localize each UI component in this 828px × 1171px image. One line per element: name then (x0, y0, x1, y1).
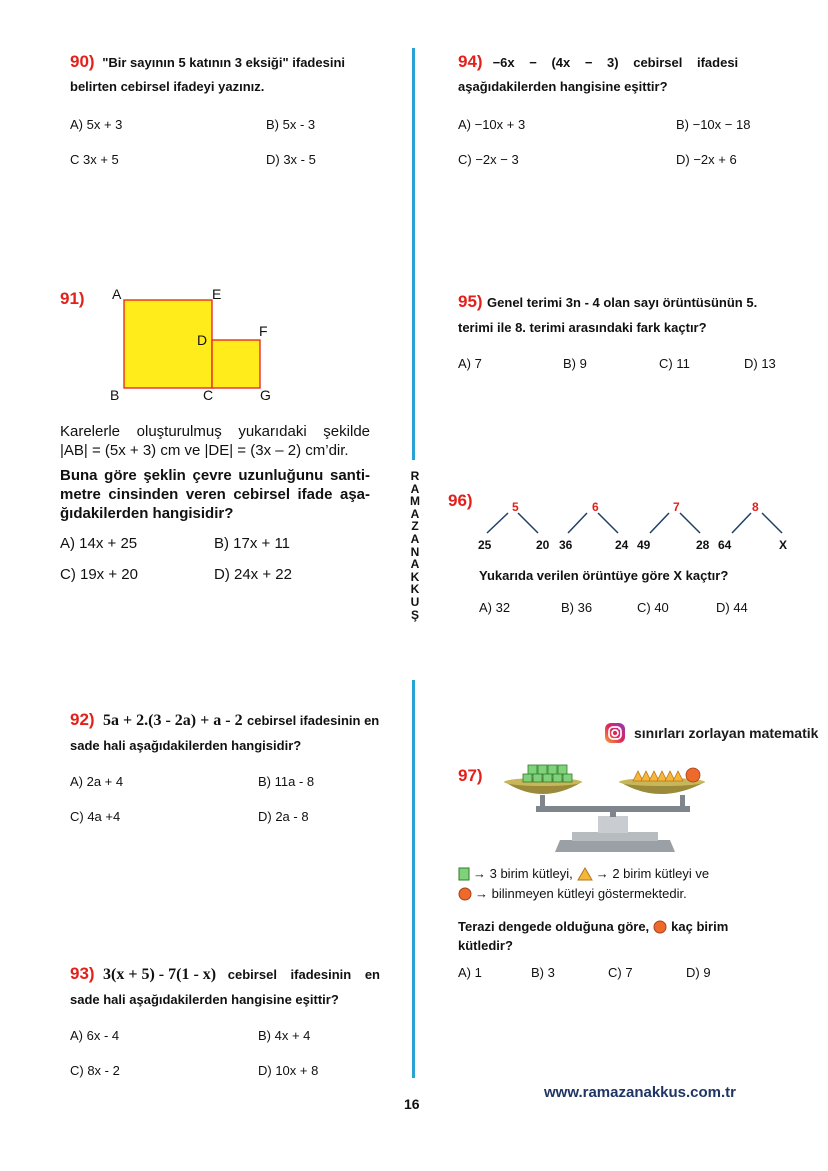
question-94 (458, 52, 764, 94)
option-d[interactable]: D) 13 (744, 356, 776, 371)
side-letter: U (410, 594, 420, 609)
pattern-left-4: 64 (718, 538, 732, 552)
pattern-right-1: 20 (536, 538, 550, 552)
option-b[interactable]: B) 17x + 11 (214, 535, 291, 552)
balance-scale (500, 760, 725, 860)
question-number: 92) (70, 710, 95, 729)
label-b: B (110, 387, 120, 403)
option-a[interactable]: A) 14x + 25 (60, 535, 138, 552)
cone-icon (577, 867, 593, 881)
pattern-top-3: 7 (673, 500, 680, 514)
label-e: E (212, 286, 222, 302)
label-a: A (112, 286, 122, 302)
question-number: 94) (458, 52, 483, 71)
pattern-right-4: X (779, 538, 788, 552)
side-letter: K (410, 582, 420, 597)
question-93 (70, 964, 380, 1007)
cube-icon (458, 867, 470, 881)
side-letter: A (410, 481, 420, 496)
option-d[interactable]: D) −2x + 6 (676, 152, 737, 167)
legend-text: → 3 birim kütleyi, (473, 866, 573, 881)
option-c[interactable]: C) 11 (659, 356, 690, 371)
question-97-text: Terazi dengede olduğuna göre, kaç birim kütledir? (458, 919, 729, 953)
label-c: C (203, 387, 214, 403)
pattern-top-1: 5 (512, 500, 519, 514)
pattern-top-4: 8 (752, 500, 759, 514)
instagram-icon (604, 722, 626, 744)
option-a[interactable]: A) −10x + 3 (458, 117, 526, 132)
side-letter: Z (411, 519, 419, 534)
legend-text: → 2 birim kütleyi ve (595, 866, 710, 881)
ball-icon (458, 887, 472, 901)
option-c[interactable]: C) −2x − 3 (458, 152, 519, 167)
option-b[interactable]: B) 3 (531, 965, 555, 980)
question-number: 90) (70, 52, 95, 71)
question-90 (70, 52, 400, 94)
question-number: 93) (70, 964, 95, 983)
option-c[interactable]: C) 40 (637, 600, 669, 615)
question-text: −6x − (4x − 3) cebirsel ifadesi (492, 55, 739, 70)
column-divider-top (412, 48, 415, 460)
question-92 (70, 710, 400, 753)
option-a[interactable]: A) 7 (458, 356, 482, 371)
label-f: F (259, 323, 268, 339)
option-b[interactable]: B) 4x + 4 (258, 1028, 311, 1043)
pattern-right-2: 24 (615, 538, 629, 552)
option-c[interactable]: C) 8x - 2 (70, 1063, 120, 1078)
pattern-left-3: 49 (637, 538, 651, 552)
side-vertical-text (408, 470, 422, 621)
question-text: sade hali aşağıdakilerden hangisidir? (70, 738, 302, 753)
side-letter: K (410, 569, 420, 584)
option-c[interactable]: C) 7 (608, 965, 633, 980)
option-a[interactable]: A) 32 (479, 600, 511, 615)
side-letter: M (410, 494, 420, 509)
label-g: G (260, 387, 271, 403)
option-a[interactable]: A) 5x + 3 (70, 117, 123, 132)
footer-url[interactable]: www.ramazanakkus.com.tr (544, 1084, 737, 1101)
pattern-left-1: 25 (478, 538, 492, 552)
question-91-text: Karelerle oluşturulmuş yukarıdaki şekilde |AB| = (5x + 3) cm ve |DE| = (3x – 2) cm’dir. (60, 423, 370, 459)
ball-icon (653, 920, 667, 934)
question-number-97: 97) (458, 766, 483, 785)
option-b[interactable]: B) 9 (563, 356, 587, 371)
option-d[interactable]: D) 10x + 8 (258, 1063, 319, 1078)
side-letter: N (410, 544, 420, 559)
label-d: D (197, 332, 208, 348)
question-text: "Bir sayının 5 katının 3 eksiği" ifadesini (102, 55, 346, 70)
option-c[interactable]: C) 19x + 20 (60, 566, 138, 583)
brand-text: sınırları zorlayan matematik (634, 725, 819, 741)
side-letter: A (410, 506, 420, 521)
legend-text: → bilinmeyen kütleyi göstermektedir. (475, 886, 687, 901)
option-d[interactable]: D) 2a - 8 (258, 809, 309, 824)
squares-figure (105, 282, 285, 404)
option-a[interactable]: A) 6x - 4 (70, 1028, 120, 1043)
option-b[interactable]: B) 5x - 3 (266, 117, 316, 132)
side-letter: A (410, 531, 420, 546)
pattern-right-3: 28 (696, 538, 710, 552)
question-text: sade hali aşağıdakilerden hangisine eşittir? (70, 992, 339, 1007)
expression: 5a + 2.(3 - 2a) + a - 2 (103, 712, 243, 729)
side-letter: R (410, 469, 420, 483)
question-number: 95) (458, 292, 483, 311)
question-text: cebirsel ifadesinin en (227, 967, 380, 982)
question-95 (458, 292, 788, 335)
option-a[interactable]: A) 2a + 4 (70, 774, 124, 789)
option-c[interactable]: C) 4a +4 (70, 809, 121, 824)
legend-line-1 (458, 866, 709, 881)
option-c[interactable]: C 3x + 5 (70, 152, 119, 167)
question-text: terimi ile 8. terimi arasındaki fark kaçtır? (458, 320, 707, 335)
question-text: aşağıdakilerden hangisine eşittir? (458, 79, 668, 94)
column-divider-bottom (412, 680, 415, 1078)
page-number: 16 (404, 1096, 420, 1112)
small-square (212, 340, 260, 388)
question-96-text: Yukarıda verilen örüntüye göre X kaçtır? (479, 568, 729, 583)
option-b[interactable]: B) −10x − 18 (676, 117, 751, 132)
brand (604, 722, 818, 744)
option-b[interactable]: B) 36 (561, 600, 593, 615)
question-number-91: 91) (60, 289, 85, 308)
pattern-top-2: 6 (592, 500, 599, 514)
side-letter: A (410, 557, 420, 572)
option-d[interactable]: D) 9 (686, 965, 711, 980)
side-letter: Ş (410, 607, 419, 622)
option-d[interactable]: D) 44 (716, 600, 748, 615)
question-text: Genel terimi 3n - 4 olan sayı örüntüsünün 5. (487, 295, 758, 310)
question-text: cebirsel ifadesinin en (247, 713, 380, 728)
option-d[interactable]: D) 3x - 5 (266, 152, 316, 167)
expression: 3(x + 5) - 7(1 - x) (103, 966, 217, 983)
question-text: belirten cebirsel ifadeyi yazınız. (70, 79, 265, 94)
option-a[interactable]: A) 1 (458, 965, 482, 980)
legend-line-2 (458, 886, 687, 901)
option-d[interactable]: D) 24x + 22 (214, 566, 292, 583)
question-number-96: 96) (448, 491, 473, 510)
question-91-prompt: Buna göre şeklin çevre uzunluğunu santi- metre cinsinden veren cebirsel ifade aşa- ğıdakilerden hangisidir? (60, 467, 370, 522)
option-b[interactable]: B) 11a - 8 (258, 774, 315, 789)
pattern-left-2: 36 (559, 538, 573, 552)
